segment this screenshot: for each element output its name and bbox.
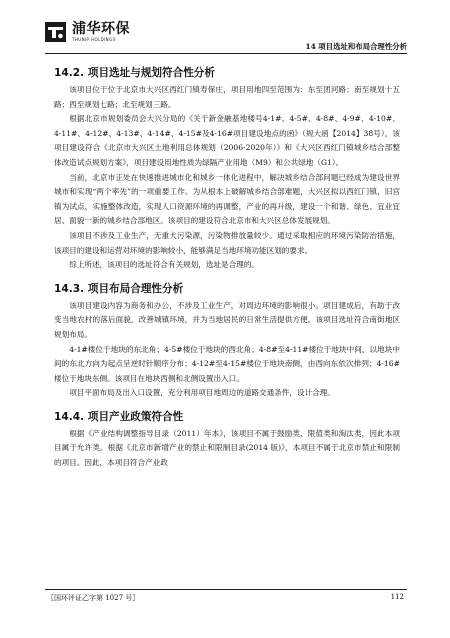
page-number: 112	[390, 593, 404, 601]
paragraph: 该项目建设内容为商务和办公，不涉及工业生产，对周边环境的影响很小。项目建成后，有助于改变当地农村的落后面貌，改善城镇环境，并为当地居民的日常生活提供方便。该项目选址符合南街地区规划布局。	[54, 300, 400, 339]
paragraph: 该项目位于位于北京市大兴区西红门镇寿保庄，项目用地四至范围为：东至团河路；南至规划十五路；西至规划七路；北至规划三路。	[54, 85, 400, 109]
header-divider	[45, 53, 407, 54]
paragraph: 项目平面布局及出入口设置，充分利用项目地周边的道路交通条件，设计合理。	[69, 388, 335, 398]
footer-divider	[45, 589, 407, 590]
paragraph: 综上所述，该项目的选址符合有关规划，选址是合理的。	[69, 260, 260, 270]
chapter-title: 14 项目选址和布局合理性分析	[305, 42, 407, 51]
section-heading: 14.3. 项目布局合理性分析	[54, 282, 184, 295]
section-site-planning	[54, 66, 400, 273]
paragraph: 根据北京市规划委员会大兴分局的《关于新金融基地楼号4-1#、4-5#、4-8#、4-9#、4-10#、4-11#、4-12#、4-13#、4-14#、4-15#及4-16#项目建设地点的函》（规大函【2014】38号），该项目建设符合《北京市大兴区土地利用总体规划（2006-2020年）》和《大兴区西红门镇城乡结合部整体改造试点规划方案》，项目建设用地性质为绿隔产业用地（M9）和公共绿地（G1）。	[54, 114, 400, 167]
logo-chinese-name: 浦华环保	[72, 21, 130, 37]
logo-mark-icon	[44, 21, 68, 43]
section-heading: 14.2. 项目选址与规划符合性分析	[54, 67, 215, 79]
main-content	[54, 66, 400, 471]
section-heading: 14.4. 项目产业政策符合性	[54, 410, 184, 423]
section-layout	[54, 282, 400, 401]
paragraph: 根据《产业结构调整指导目录（2011）年本》，该项目不属于鼓励类、限值类和淘汰类，因此本项目属于允许类。根据《北京市新增产业的禁止和限制目录(2014 版)》，本项目不属于北京市禁止和限制的项目。因此，本项目符合产业政	[54, 428, 400, 468]
paragraph: 该项目不涉及工业生产，无重大污染源，污染物排放量较少。通过采取相应的环境污染防治措施，该项目的建设和运营对环境的影响较小，能够满足当地环境功能区划的要求。	[54, 230, 400, 255]
page-header	[0, 0, 450, 58]
paragraph: 4-1#楼位于地块的东北角；4-5#楼位于地块的西北角；4-8#至4-11#楼位于地块中间，以地块中间的东北方向为起点呈逆时针顺序分布；4-12#至4-15#楼位于地块南侧，由西向东依次排列；4-16#楼位于地块东侧。该项目在地块西侧和北侧设置出入口。	[54, 344, 400, 383]
section-industry-policy	[54, 410, 400, 471]
logo-english-name: THUNIP HOLDINGS	[72, 37, 116, 42]
company-logo	[44, 21, 130, 43]
certificate-number: 〖国环评证乙字第 1027 号〗	[47, 594, 140, 602]
paragraph: 当前，北京市正处在快速推进城市化和城乡一体化进程中，解决城乡结合部问题已经成为建设世界城市和实现“两个率先”的一项重要工作。为从根本上破解城乡结合部难题，大兴区拟以西红门镇、旧宫镇为试点，实施整体改造，实现人口资源环境的再调整，产业的再升级，建设一个和谐、绿色、宜业宜居、面貌一新的城乡结合部地区。该项目的建设符合北京市和大兴区总体发展规划。	[54, 172, 400, 226]
